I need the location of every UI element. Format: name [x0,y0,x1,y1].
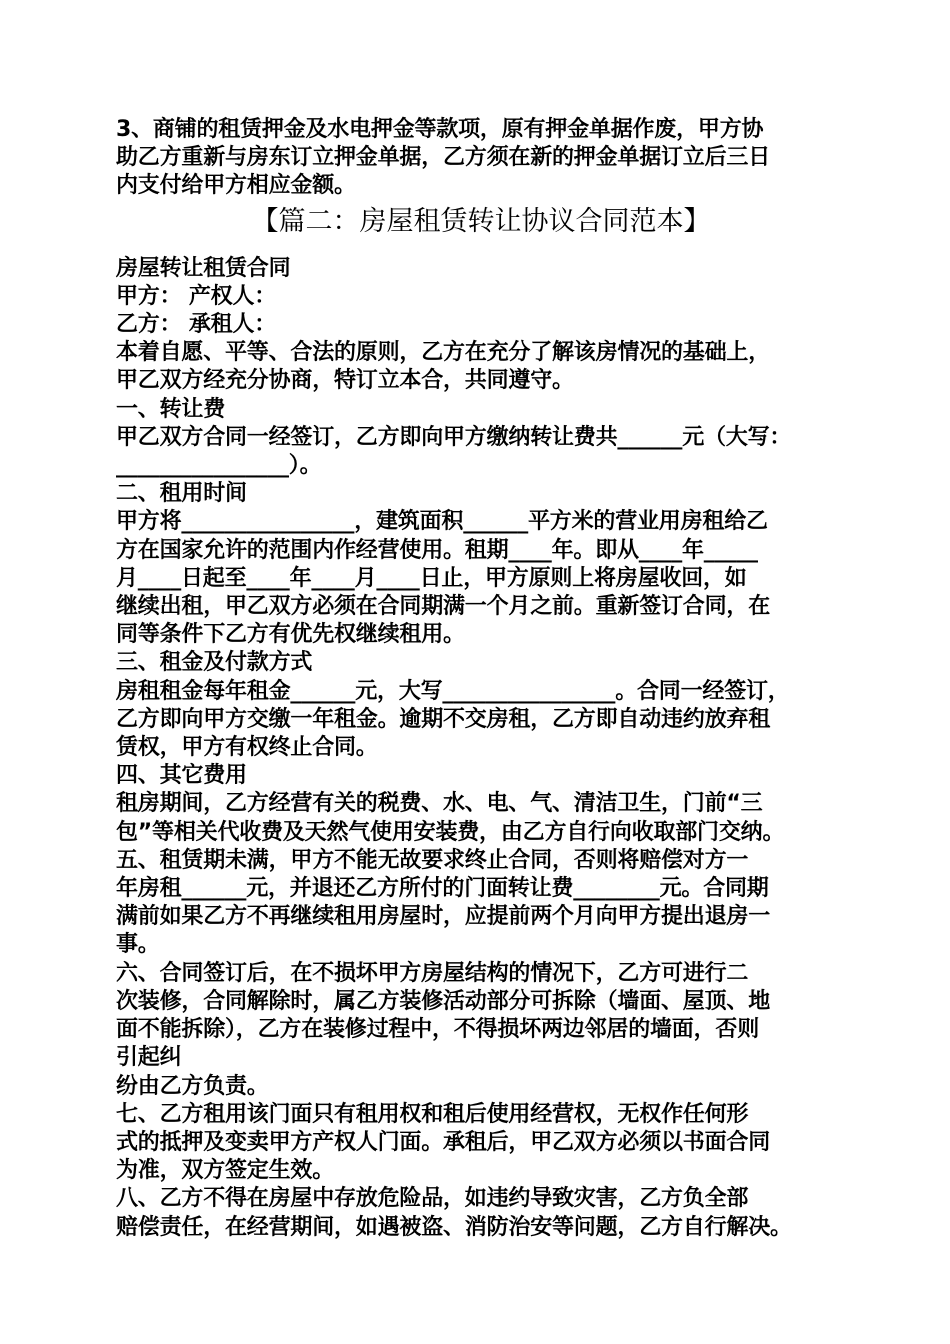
text-line: 次装修，合同解除时，属乙方装修活动部分可拆除（墙面、屋顶、地 [116,988,771,1014]
contract-title: 房屋转让租赁合同 [116,255,291,281]
text-line: 满前如果乙方不再继续租用房屋时，应提前两个月向甲方提出退房一 [116,904,771,930]
text-line: 纷由乙方负责。 [116,1073,269,1099]
text-line: 方在国家允许的范围内作经营使用。租期____年。即从____年_____ [116,537,758,563]
text-line: 本着自愿、平等、合法的原则，乙方在充分了解该房情况的基础上， [116,340,771,366]
section-title: 【篇二：房屋租赁转让协议合同范本】 [251,205,711,237]
party-a: 甲方： 产权人： [116,283,277,309]
text-line: 五、租赁期未满，甲方不能无故要求终止合同，否则将赔偿对方一 [116,847,749,873]
text-line: 赔偿责任，在经营期间，如遇被盗、消防治安等问题，乙方自行解决。 [116,1214,792,1240]
text-line: 七、乙方租用该门面只有租用权和租后使用经营权，无权作任何形 [116,1101,749,1127]
text-line: 赁权，甲方有权终止合同。 [116,735,378,761]
text-line: 助乙方重新与房东订立押金单据，乙方须在新的押金单据订立后三日 [116,145,771,171]
text-line: 式的抵押及变卖甲方产权人门面。承租后，甲乙双方必须以书面合同 [116,1129,771,1155]
document-page [116,116,846,1242]
text-line: 房租租金每年租金______元，大写________________。合同一经签订， [116,678,790,704]
text-line: 事。 [116,932,160,958]
text-line: ________________）。 [116,453,322,479]
clause-heading: 一、转让费 [116,396,226,422]
text-line: 八、乙方不得在房屋中存放危险品，如违约导致灾害，乙方负全部 [116,1186,749,1212]
text-line: 甲乙双方经充分协商，特订立本合，共同遵守。 [116,368,574,394]
text-line: 租房期间，乙方经营有关的税费、水、电、气、清洁卫生，门前“三 [116,791,763,817]
text-line: 包”等相关代收费及天然气使用安装费，由乙方自行向收取部门交纳。 [116,819,785,845]
text-line: 面不能拆除），乙方在装修过程中，不得损坏两边邻居的墙面，否则 [116,1017,760,1043]
text-line: 为准，双方签定生效。 [116,1158,335,1184]
text-line: 甲方将________________，建筑面积______平方米的营业用房租给乙 [116,509,768,535]
text-line: 乙方即向甲方交缴一年租金。逾期不交房租，乙方即自动违约放弃租 [116,706,771,732]
party-b: 乙方： 承租人： [116,312,277,338]
text-line: 六、合同签订后，在不损坏甲方房屋结构的情况下，乙方可进行二 [116,960,749,986]
clause-heading: 三、租金及付款方式 [116,650,313,676]
clause-heading: 二、租用时间 [116,481,247,507]
text-line: 继续出租，甲乙双方必须在合同期满一个月之前。重新签订合同，在 [116,594,771,620]
text-line: 年房租______元，并退还乙方所付的门面转让费________元。合同期 [116,876,769,902]
text-line: 3、商铺的租赁押金及水电押金等款项，原有押金单据作废，甲方协 [116,117,764,142]
text-line: 月____日起至____年____月____日止，甲方原则上将房屋收回，如 [116,565,747,591]
intro-paragraph [116,116,846,201]
text-line: 内支付给甲方相应金额。 [116,173,356,199]
text-line: 引起纠 [116,1045,182,1071]
clause-heading: 四、其它费用 [116,763,247,789]
text-line: 甲乙双方合同一经签订，乙方即向甲方缴纳转让费共______元（大写： [116,424,792,450]
contract-body [116,255,846,1242]
text-line: 同等条件下乙方有优先权继续租用。 [116,622,465,648]
